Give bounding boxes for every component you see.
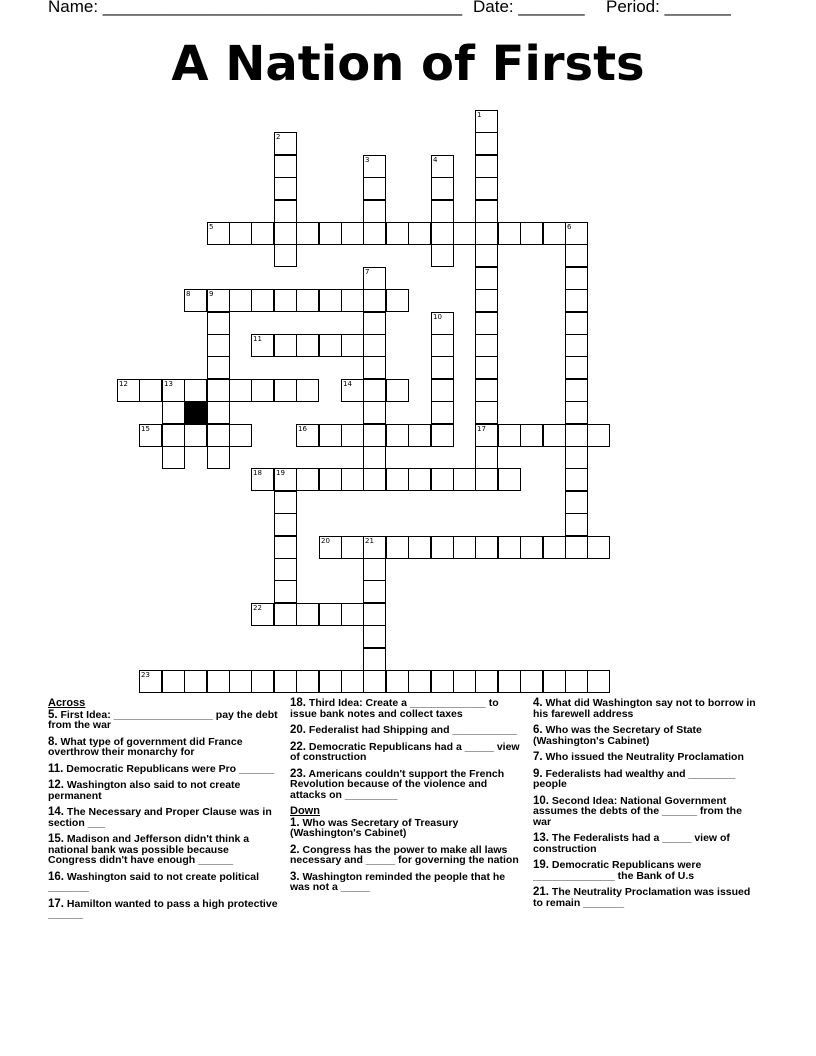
grid-cell[interactable] <box>363 267 386 290</box>
clue-number: 4 <box>433 156 438 164</box>
grid-cell[interactable] <box>319 289 342 312</box>
grid-cell[interactable] <box>453 670 476 693</box>
grid-cell[interactable] <box>341 670 364 693</box>
header <box>0 0 816 22</box>
clue-down-2: 2. Congress has the power to make all laws necessary and _____ for governing the nation <box>290 843 519 866</box>
across-heading: Across <box>48 697 86 709</box>
grid-cell[interactable] <box>184 289 207 312</box>
grid-cell[interactable] <box>296 468 319 491</box>
clue-number: 8 <box>186 290 191 298</box>
grid-cell[interactable] <box>431 200 454 223</box>
grid-cell[interactable] <box>139 670 162 693</box>
grid-cell[interactable] <box>498 670 521 693</box>
grid-cell[interactable] <box>274 200 297 223</box>
grid-cell[interactable] <box>565 312 588 335</box>
grid-cell[interactable] <box>408 468 431 491</box>
clue-number: 15 <box>141 425 150 433</box>
grid-cell[interactable] <box>475 356 498 379</box>
clue-across-23: 23. Americans couldn't support the French Revolution because of the violence and attacks on _________ <box>290 767 505 801</box>
grid-cell[interactable] <box>251 289 274 312</box>
grid-cell[interactable] <box>207 670 230 693</box>
grid-cell[interactable] <box>274 603 297 626</box>
grid-cell[interactable] <box>453 468 476 491</box>
clues-column-1 <box>48 698 280 926</box>
clue-number: 1 <box>477 111 482 119</box>
grid-cell[interactable] <box>431 155 454 178</box>
grid-cell[interactable] <box>229 379 252 402</box>
grid-cell[interactable] <box>475 312 498 335</box>
grid-cell[interactable] <box>431 468 454 491</box>
grid-cell[interactable] <box>363 289 386 312</box>
grid-cell[interactable] <box>296 334 319 357</box>
grid-cell[interactable] <box>296 670 319 693</box>
grid-cell[interactable] <box>408 670 431 693</box>
grid-cell[interactable] <box>475 379 498 402</box>
grid-cell[interactable] <box>341 536 364 559</box>
grid-cell[interactable] <box>543 670 566 693</box>
clue-number: 17 <box>477 425 486 433</box>
grid-cell[interactable] <box>341 603 364 626</box>
clue-number: 9 <box>209 290 214 298</box>
grid-cell[interactable] <box>207 312 230 335</box>
grid-cell[interactable] <box>319 603 342 626</box>
grid-cell[interactable] <box>229 222 252 245</box>
clue-number: 2 <box>276 133 281 141</box>
grid-cell[interactable] <box>274 491 297 514</box>
clue-number: 3 <box>365 156 370 164</box>
grid-cell[interactable] <box>386 424 409 447</box>
grid-cell[interactable] <box>475 155 498 178</box>
grid-cell[interactable] <box>408 536 431 559</box>
grid-cell[interactable] <box>319 536 342 559</box>
grid-cell[interactable] <box>386 289 409 312</box>
grid-cell[interactable] <box>207 379 230 402</box>
grid-cell[interactable] <box>296 222 319 245</box>
grid-cell[interactable] <box>296 379 319 402</box>
grid-cell[interactable] <box>274 580 297 603</box>
grid-cell[interactable] <box>520 222 543 245</box>
grid-cell[interactable] <box>408 424 431 447</box>
clue-number: 23 <box>141 671 150 679</box>
clue-number: 22 <box>253 604 262 612</box>
grid-cell[interactable] <box>274 244 297 267</box>
grid-cell[interactable] <box>475 110 498 133</box>
grid-cell[interactable] <box>363 356 386 379</box>
grid-cell[interactable] <box>251 222 274 245</box>
grid-cell[interactable] <box>162 401 185 424</box>
grid-cell[interactable] <box>296 603 319 626</box>
clue-across-18: 18. Third Idea: Create a _____________ to issue bank notes and collect taxes <box>290 697 499 720</box>
clue-number: 18 <box>253 469 262 477</box>
grid-cell[interactable] <box>296 424 319 447</box>
grid-cell[interactable] <box>453 222 476 245</box>
grid-cell[interactable] <box>274 334 297 357</box>
grid-cell[interactable] <box>207 289 230 312</box>
grid-cell[interactable] <box>274 536 297 559</box>
grid-cell[interactable] <box>319 670 342 693</box>
grid-cell[interactable] <box>251 468 274 491</box>
grid-cell[interactable] <box>341 334 364 357</box>
clue-across-12: 12. Washington also said to not create permanent <box>48 779 241 802</box>
grid-cell[interactable] <box>565 491 588 514</box>
grid-cell[interactable] <box>162 424 185 447</box>
grid-cell[interactable] <box>386 670 409 693</box>
grid-cell[interactable] <box>341 379 364 402</box>
clue-number: 10 <box>433 313 442 321</box>
grid-cell[interactable] <box>498 424 521 447</box>
grid-cell[interactable] <box>363 558 386 581</box>
grid-cell[interactable] <box>341 468 364 491</box>
grid-cell[interactable] <box>139 379 162 402</box>
grid-cell[interactable] <box>565 334 588 357</box>
grid-cell[interactable] <box>274 558 297 581</box>
grid-cell[interactable] <box>408 222 431 245</box>
grid-cell[interactable] <box>363 379 386 402</box>
grid-cell[interactable] <box>251 603 274 626</box>
clue-across-16: 16. Washington said to not create political _______ <box>48 870 260 893</box>
grid-cell[interactable] <box>363 446 386 469</box>
grid-cell[interactable] <box>565 401 588 424</box>
grid-cell[interactable] <box>475 334 498 357</box>
grid-cell[interactable] <box>431 244 454 267</box>
grid-cell[interactable] <box>587 670 610 693</box>
grid-cell[interactable] <box>565 513 588 536</box>
grid-cell[interactable] <box>207 222 230 245</box>
grid-cell[interactable] <box>363 312 386 335</box>
grid-cell[interactable] <box>520 670 543 693</box>
grid-cell[interactable] <box>117 379 140 402</box>
grid-cell[interactable] <box>207 334 230 357</box>
grid-cell[interactable] <box>363 155 386 178</box>
grid-cell[interactable] <box>207 446 230 469</box>
grid-cell[interactable] <box>363 177 386 200</box>
clue-across-8: 8. What type of government did France overthrow their monarchy for <box>48 735 243 758</box>
clue-number: 12 <box>119 380 128 388</box>
grid-cell[interactable] <box>229 424 252 447</box>
clue-across-17: 17. Hamilton wanted to pass a high protective ______ <box>48 897 278 920</box>
clue-down-10: 10. Second Idea: National Government assumes the debts of the ______ from the war <box>533 794 742 828</box>
grid-cell[interactable] <box>431 401 454 424</box>
grid-cell[interactable] <box>363 648 386 671</box>
grid-cell[interactable] <box>319 468 342 491</box>
grid-cell[interactable] <box>431 177 454 200</box>
grid-cell[interactable] <box>543 222 566 245</box>
clue-down-21: 21. The Neutrality Proclamation was issued to remain _______ <box>533 886 751 909</box>
grid-cell[interactable] <box>565 244 588 267</box>
clue-across-11: 11. Democratic Republicans were Pro ______ <box>48 762 275 775</box>
grid-cell[interactable] <box>565 446 588 469</box>
grid-cell[interactable] <box>475 244 498 267</box>
grid-cell[interactable] <box>341 424 364 447</box>
grid-cell[interactable] <box>565 222 588 245</box>
grid-cell[interactable] <box>498 222 521 245</box>
grid-cell[interactable] <box>431 670 454 693</box>
grid-cell[interactable] <box>363 603 386 626</box>
clue-number: 5 <box>209 223 214 231</box>
grid-cell[interactable] <box>319 334 342 357</box>
clue-across-20: 20. Federalist had Shipping and ___________ <box>290 724 517 736</box>
grid-cell[interactable] <box>587 536 610 559</box>
grid-cell[interactable] <box>431 222 454 245</box>
grid-cell[interactable] <box>274 468 297 491</box>
grid-cell[interactable] <box>251 334 274 357</box>
clue-across-15: 15. Madison and Jefferson didn't think a national bank was possible because Congress didn't have enough ______ <box>48 833 250 866</box>
clue-down-7: 7. Who issued the Neutrality Proclamation <box>533 751 744 763</box>
grid-cell[interactable] <box>162 446 185 469</box>
clue-across-5: 5. First Idea: _________________ pay the debt from the war <box>48 708 278 731</box>
grid-cell[interactable] <box>431 334 454 357</box>
grid-cell[interactable] <box>475 424 498 447</box>
grid-cell[interactable] <box>274 379 297 402</box>
page-title: A Nation of Firsts <box>171 36 645 92</box>
grid-cell[interactable] <box>386 222 409 245</box>
grid-cell[interactable] <box>363 200 386 223</box>
grid-cell[interactable] <box>431 356 454 379</box>
grid-cell[interactable] <box>498 468 521 491</box>
grid-cell[interactable] <box>543 424 566 447</box>
grid-cell[interactable] <box>431 424 454 447</box>
grid-cell[interactable] <box>363 625 386 648</box>
clue-number: 19 <box>276 469 285 477</box>
grid-cell[interactable] <box>341 222 364 245</box>
grid-cell[interactable] <box>587 424 610 447</box>
clue-number: 21 <box>365 537 374 545</box>
period-field[interactable]: Period: _______ <box>606 0 731 16</box>
grid-cell[interactable] <box>565 424 588 447</box>
grid-cell[interactable] <box>341 289 364 312</box>
clue-number: 11 <box>253 335 262 343</box>
grid-cell[interactable] <box>431 379 454 402</box>
clues-column-3 <box>533 698 761 914</box>
grid-cell[interactable] <box>207 424 230 447</box>
grid-cell[interactable] <box>475 222 498 245</box>
grid-cell[interactable] <box>565 267 588 290</box>
grid-cell[interactable] <box>475 536 498 559</box>
grid-cell[interactable] <box>475 132 498 155</box>
grid-cell[interactable] <box>565 468 588 491</box>
clue-number: 7 <box>365 268 370 276</box>
grid-cell[interactable] <box>431 536 454 559</box>
clue-down-4: 4. What did Washington say not to borrow in his farewell address <box>533 697 756 720</box>
grid-cell[interactable] <box>475 289 498 312</box>
clue-down-3: 3. Washington reminded the people that he was not a _____ <box>290 870 506 893</box>
grid-cell[interactable] <box>475 200 498 223</box>
clue-down-13: 13. The Federalists had a _____ view of construction <box>533 832 730 855</box>
grid-cell[interactable] <box>274 289 297 312</box>
grid-cell[interactable] <box>229 670 252 693</box>
grid-cell[interactable] <box>565 289 588 312</box>
grid-cell[interactable] <box>565 356 588 379</box>
clue-number: 13 <box>164 380 173 388</box>
black-square <box>184 401 207 424</box>
grid-cell[interactable] <box>296 289 319 312</box>
grid-cell[interactable] <box>386 379 409 402</box>
clues-column-2 <box>290 698 526 899</box>
grid-cell[interactable] <box>274 222 297 245</box>
clue-across-22: 22. Democratic Republicans had a _____ view of construction <box>290 740 520 763</box>
grid-cell[interactable] <box>363 334 386 357</box>
grid-cell[interactable] <box>184 670 207 693</box>
grid-cell[interactable] <box>475 177 498 200</box>
grid-cell[interactable] <box>386 536 409 559</box>
grid-cell[interactable] <box>363 670 386 693</box>
grid-cell[interactable] <box>520 536 543 559</box>
clue-number: 16 <box>298 425 307 433</box>
grid-cell[interactable] <box>274 513 297 536</box>
grid-cell[interactable] <box>363 222 386 245</box>
grid-cell[interactable] <box>162 670 185 693</box>
clue-number: 14 <box>343 380 352 388</box>
grid-cell[interactable] <box>139 424 162 447</box>
grid-cell[interactable] <box>207 356 230 379</box>
grid-cell[interactable] <box>363 468 386 491</box>
grid-cell[interactable] <box>565 670 588 693</box>
grid-cell[interactable] <box>475 670 498 693</box>
grid-cell[interactable] <box>386 468 409 491</box>
clue-down-6: 6. Who was the Secretary of State (Washington's Cabinet) <box>533 724 702 747</box>
date-field[interactable]: Date: _______ <box>473 0 585 16</box>
grid-cell[interactable] <box>184 424 207 447</box>
grid-cell[interactable] <box>274 670 297 693</box>
grid-cell[interactable] <box>274 155 297 178</box>
grid-cell[interactable] <box>498 536 521 559</box>
down-heading: Down <box>290 805 320 817</box>
grid-cell[interactable] <box>363 424 386 447</box>
clue-number: 20 <box>321 537 330 545</box>
grid-cell[interactable] <box>162 379 185 402</box>
grid-cell[interactable] <box>431 312 454 335</box>
clue-down-9: 9. Federalists had wealthy and ________ people <box>533 767 736 790</box>
grid-cell[interactable] <box>363 401 386 424</box>
grid-cell[interactable] <box>251 379 274 402</box>
clue-number: 6 <box>567 223 572 231</box>
grid-cell[interactable] <box>475 468 498 491</box>
grid-cell[interactable] <box>565 379 588 402</box>
grid-cell[interactable] <box>520 424 543 447</box>
grid-cell[interactable] <box>475 267 498 290</box>
grid-cell[interactable] <box>363 580 386 603</box>
grid-cell[interactable] <box>229 289 252 312</box>
grid-cell[interactable] <box>475 446 498 469</box>
grid-cell[interactable] <box>319 222 342 245</box>
grid-cell[interactable] <box>274 177 297 200</box>
grid-cell[interactable] <box>543 536 566 559</box>
grid-cell[interactable] <box>565 536 588 559</box>
grid-cell[interactable] <box>251 670 274 693</box>
grid-cell[interactable] <box>184 379 207 402</box>
grid-cell[interactable] <box>207 401 230 424</box>
grid-cell[interactable] <box>453 536 476 559</box>
grid-cell[interactable] <box>319 424 342 447</box>
grid-cell[interactable] <box>475 401 498 424</box>
clue-down-1: 1. Who was Secretary of Treasury (Washington's Cabinet) <box>290 816 459 839</box>
grid-cell[interactable] <box>363 536 386 559</box>
clue-down-19: 19. Democratic Republicans were ______________ the Bank of U.s <box>533 859 702 882</box>
clue-across-14: 14. The Necessary and Proper Clause was in section ___ <box>48 806 272 829</box>
name-field[interactable]: Name: ______________________________________ <box>48 0 463 16</box>
grid-cell[interactable] <box>274 132 297 155</box>
